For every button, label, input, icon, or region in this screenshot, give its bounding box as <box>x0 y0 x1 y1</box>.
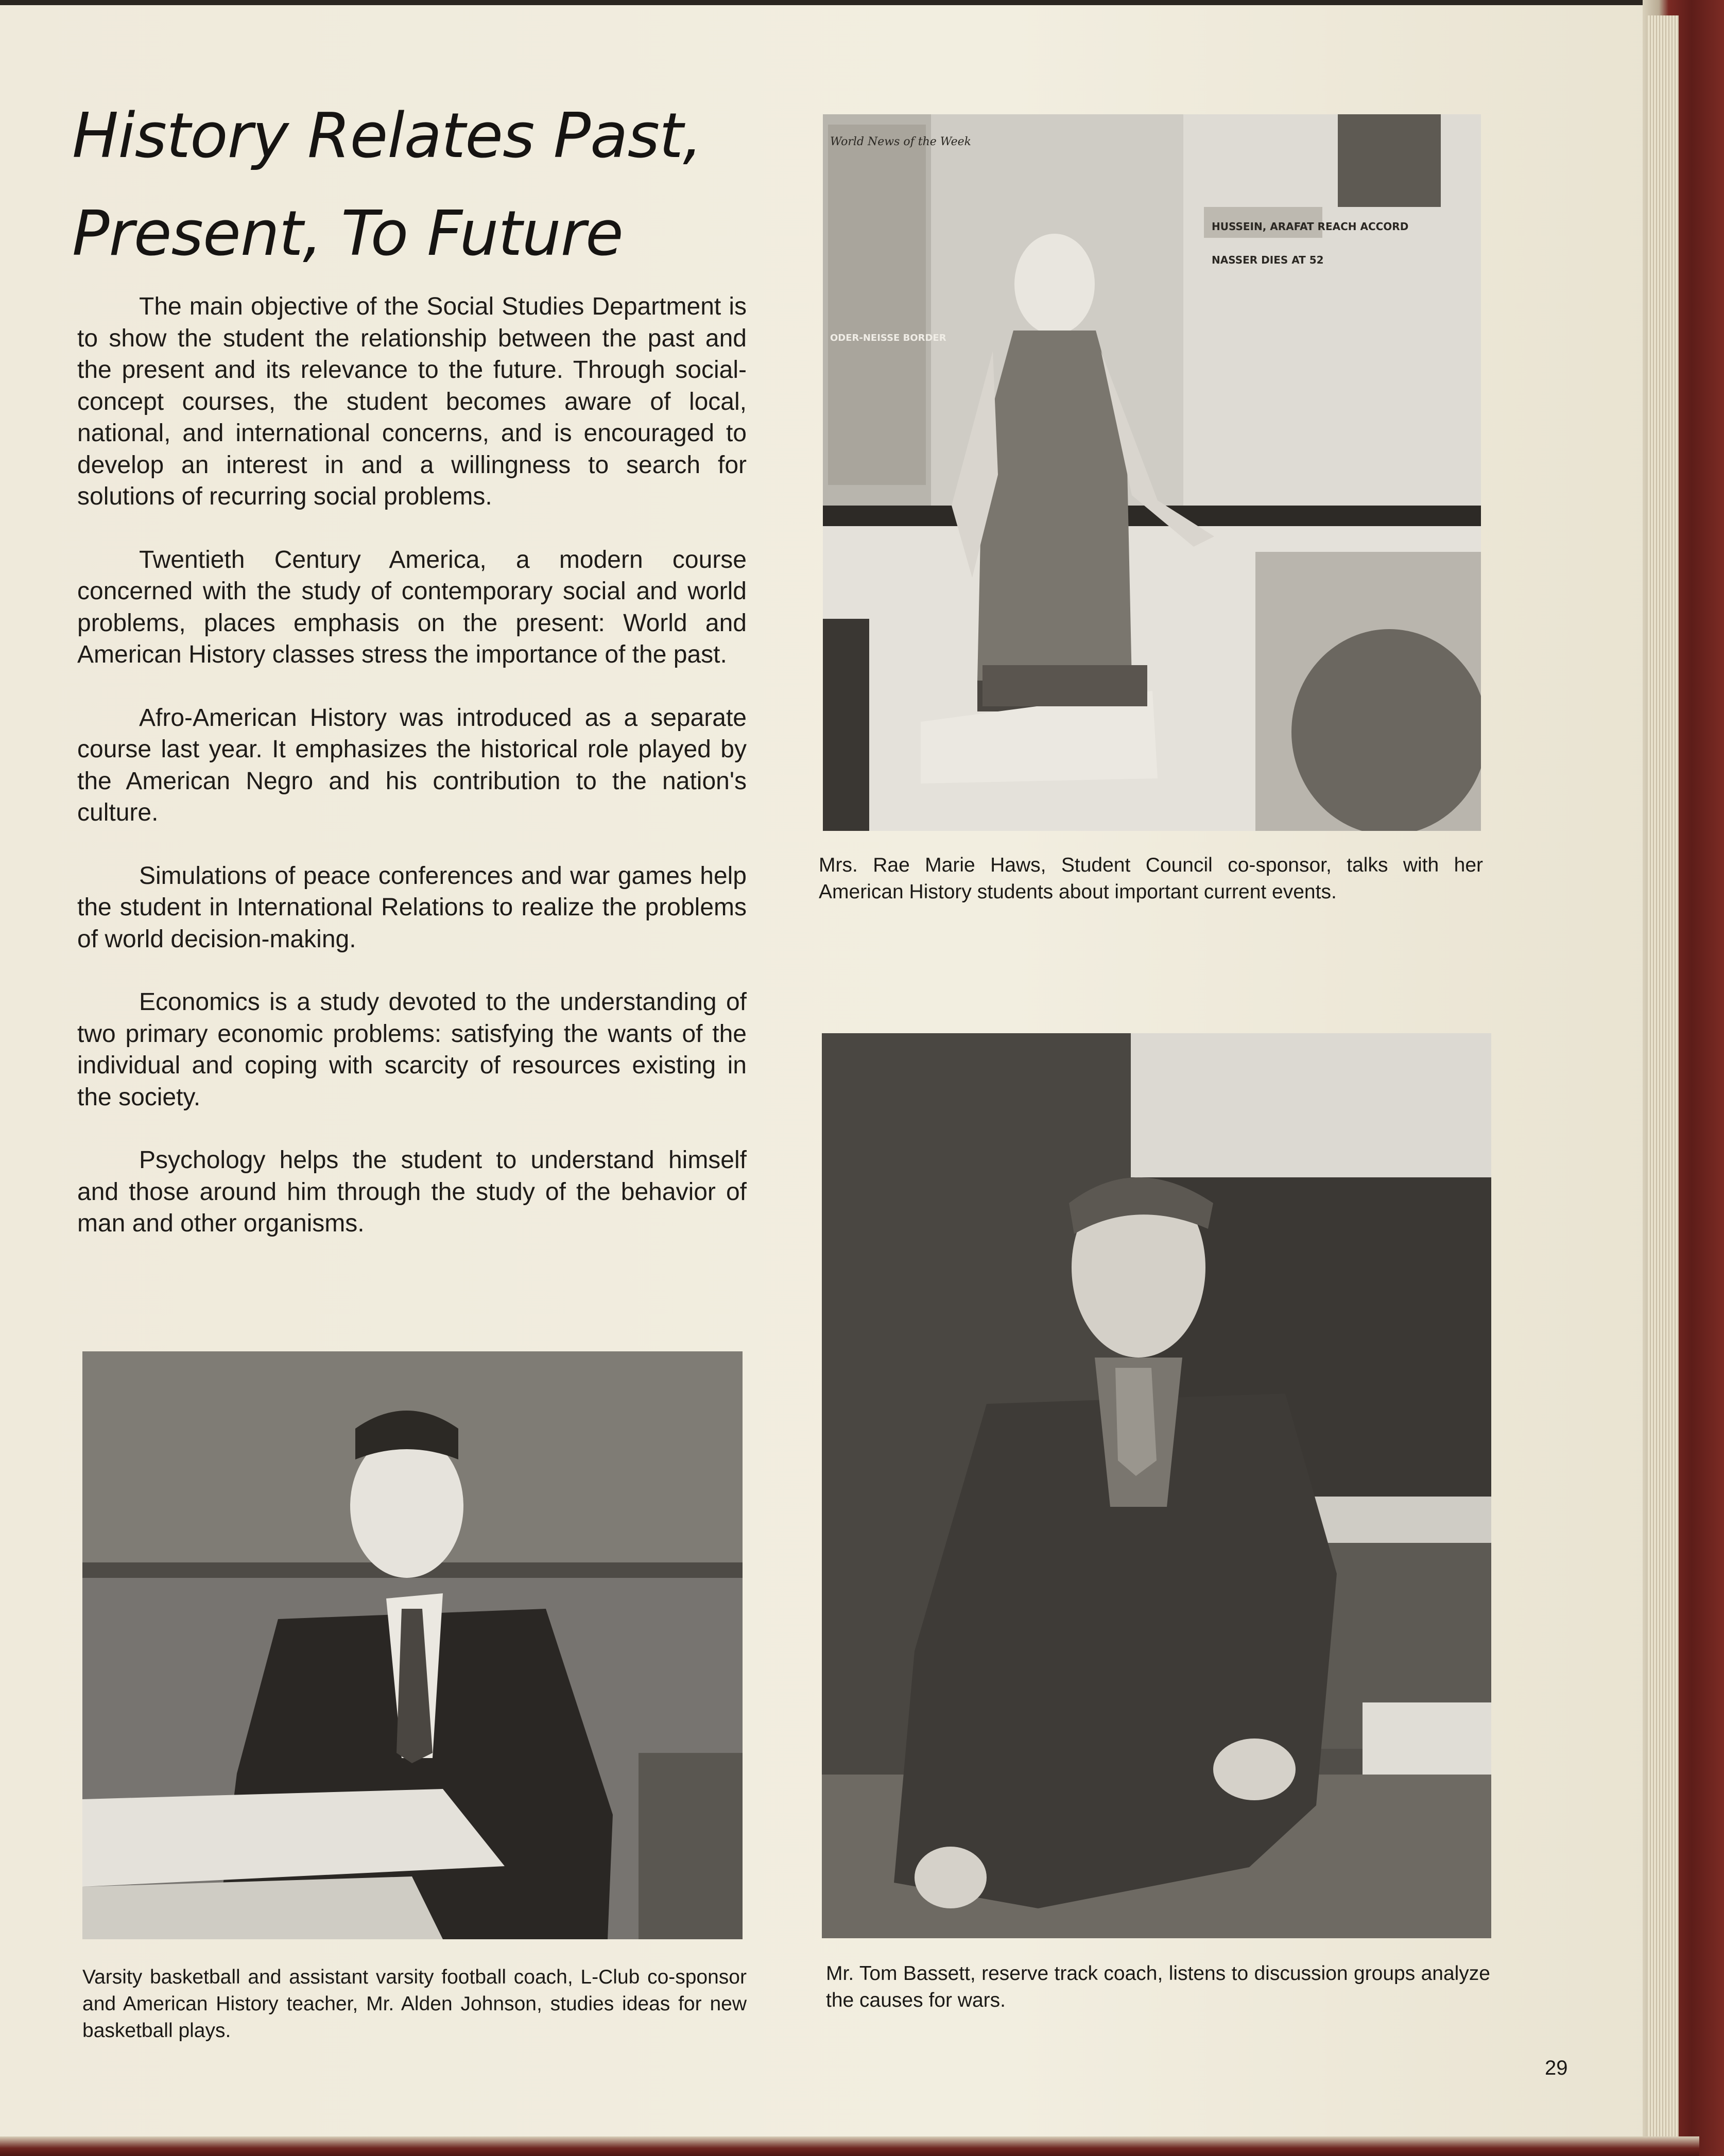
photo-johnson <box>82 1351 743 1939</box>
page-headline <box>72 88 742 283</box>
page-top-edge <box>0 0 1653 5</box>
caption-bassett: Mr. Tom Bassett, reserve track coach, listens to discussion groups analyze the causes for wars. <box>826 1962 1490 2011</box>
photo-johnson-image <box>82 1351 743 1939</box>
paragraph-objective: The main objective of the Social Studies Department is to show the student the relationship between the past and the present and its relevance to the future. Through social-concept courses, the student becomes aware of local, national, and international concerns, and is encouraged to develop an interest in and a willingness to search for solutions of recurring social problems. <box>77 293 747 510</box>
news-wall-text-2: HUSSEIN, ARAFAT REACH ACCORD <box>1212 220 1409 233</box>
photo-bassett-image <box>822 1033 1491 1938</box>
photo-bassett <box>822 1033 1491 1938</box>
photo-haws-image <box>823 114 1481 831</box>
news-wall-text-4: ODER-NEISSE BORDER <box>830 333 946 343</box>
paragraph-economics: Economics is a study devoted to the understanding of two primary economic problems: satisfying the wants of the individual and coping with scarcity of resources existing in the society. <box>77 988 747 1111</box>
headline-line-2: Present, To Future <box>72 198 623 270</box>
caption-johnson: Varsity basketball and assistant varsity football coach, L-Club co-sponsor and American History teacher, Mr. Alden Johnson, studies ideas for new basketball plays. <box>82 1966 747 2042</box>
paragraph-twentieth-century: Twentieth Century America, a modern course concerned with the study of contemporary social and world problems, places emphasis on the present: World and American History classes stress the importance of the past. <box>77 546 747 668</box>
news-wall-text-1: World News of the Week <box>830 135 971 148</box>
book-bottom-edge <box>0 2136 1699 2156</box>
page-stack-edge <box>1648 15 1679 2142</box>
page-number: 29 <box>1545 2057 1568 2079</box>
caption-haws: Mrs. Rae Marie Haws, Student Council co-sponsor, talks with her American History students about important current events. <box>819 854 1483 903</box>
paragraph-afro-american: Afro-American History was introduced as a separate course last year. It emphasizes the historical role played by the American Negro and his contribution to the nation's culture. <box>77 704 747 826</box>
headline-line-1: History Relates Past, <box>72 100 702 172</box>
news-wall-text-3: NASSER DIES AT 52 <box>1212 254 1324 266</box>
article-body <box>77 291 747 1271</box>
paragraph-simulations: Simulations of peace conferences and war games help the student in International Relations to realize the problems of world decision-making. <box>77 862 747 953</box>
paragraph-psychology: Psychology helps the student to understand himself and those around him through the study of the behavior of man and other organisms. <box>77 1146 747 1237</box>
photo-haws <box>823 114 1481 831</box>
